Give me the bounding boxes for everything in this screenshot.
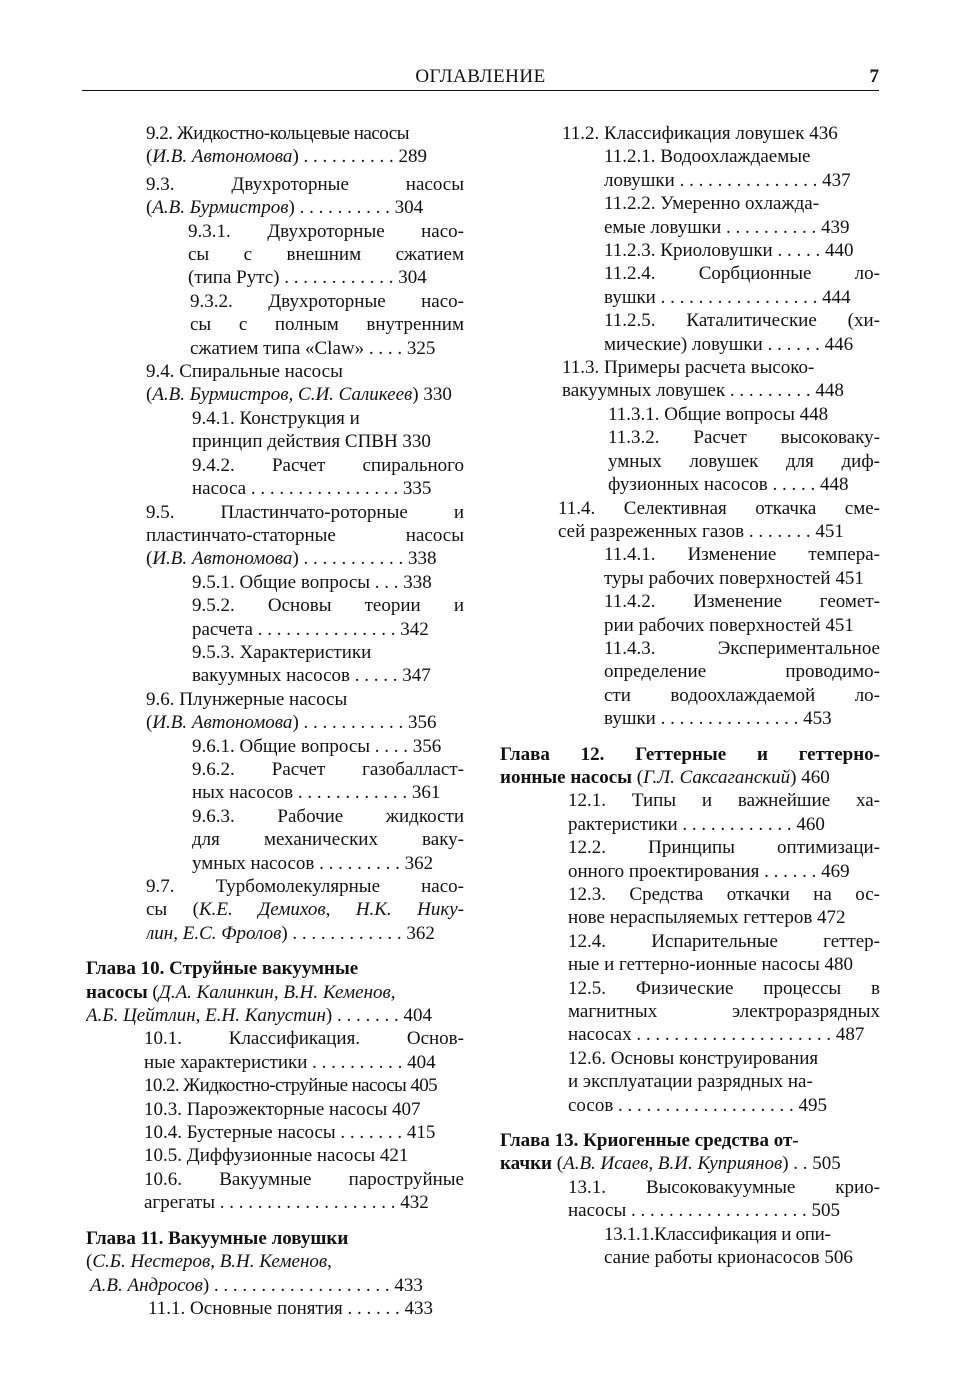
- toc-entry-9-3-1[interactable]: 9.3.1. Двухроторные насо- сы с внешним сжатием (типа Рутс) . . . . . . . . . . . . 304: [188, 220, 464, 289]
- toc-entry-9-3[interactable]: 9.3. Двухроторные насосы (А.В. Бурмистров) . . . . . . . . . . 304: [146, 173, 464, 219]
- page-number: 7: [869, 66, 879, 87]
- toc-entry-10-3[interactable]: 10.3. Пароэжекторные насосы 407: [144, 1098, 421, 1120]
- toc-entry-12-1[interactable]: 12.1. Типы и важнейшие ха- рактеристики . . . . . . . . . . . . 460: [568, 790, 880, 835]
- toc-entry-11-3-1[interactable]: 11.3.1. Общие вопросы 448: [608, 403, 829, 425]
- toc-entry-9-4-1[interactable]: 9.4.1. Конструкция и принцип действия СПВН 330: [192, 407, 431, 453]
- running-header: [82, 64, 879, 91]
- toc-entry-12-6[interactable]: 12.6. Основы конструирования и эксплуатации разрядных на- сосов . . . . . . . . . . . . . . . . . . . 495: [568, 1047, 828, 1116]
- running-header-title: ОГЛАВЛЕНИЕ: [415, 66, 546, 87]
- toc-entry-11-1[interactable]: 11.1. Основные понятия . . . . . . 433: [148, 1297, 433, 1319]
- toc-column-left: [82, 122, 464, 1320]
- toc-entry-11-3[interactable]: 11.3. Примеры расчета высоко- вакуумных ловушек . . . . . . . . . 448: [562, 357, 844, 402]
- toc-chapter-11[interactable]: Глава 11. Вакуумные ловушки (С.Б. Нестеров, В.Н. Кеменов, А.В. Андросов) . . . . . . . . . . . . . . . . . . . 433: [86, 1227, 423, 1296]
- toc-entry-9-4[interactable]: 9.4. Спиральные насосы (А.В. Бурмистров, С.И. Саликеев) 330: [146, 361, 452, 406]
- toc-entry-10-5[interactable]: 10.5. Диффузионные насосы 421: [144, 1145, 409, 1167]
- toc-entry-10-4[interactable]: 10.4. Бустерные насосы . . . . . . . 415: [144, 1122, 436, 1144]
- toc-entry-12-3[interactable]: 12.3. Средства откачки на ос- нове нераспыляемых геттеров 472: [568, 884, 880, 929]
- toc-entry-9-7[interactable]: 9.7. Турбомолекулярные насо- сы (К.Е. Демихов, Н.К. Нику- лин, Е.С. Фролов) . . . . . . . . . . . . 362: [146, 876, 464, 944]
- toc-entry-9-6-3[interactable]: 9.6.3. Рабочие жидкости для механических ваку- умных насосов . . . . . . . . . 362: [192, 805, 464, 874]
- toc-entry-9-6-1[interactable]: 9.6.1. Общие вопросы . . . . 356: [192, 735, 442, 757]
- toc-entry-11-2-2[interactable]: 11.2.2. Умеренно охлажда- емые ловушки . . . . . . . . . . 439: [604, 193, 850, 238]
- toc-entry-11-4-1[interactable]: 11.4.1. Изменение темпера- туры рабочих поверхностей 451: [604, 544, 880, 589]
- toc-chapter-12[interactable]: Глава 12. Геттерные и геттерно- ионные насосы (Г.Л. Саксаганский) 460: [500, 743, 880, 788]
- toc-entry-11-2-5[interactable]: 11.2.5. Каталитические (хи- мические) ловушки . . . . . . 446: [604, 310, 880, 355]
- toc-entry-9-3-2[interactable]: 9.3.2. Двухроторные насо- сы с полным внутренним сжатием типа «Claw» . . . . 325: [190, 290, 464, 359]
- toc-entry-11-2-1[interactable]: 11.2.1. Водоохлаждаемые ловушки . . . . . . . . . . . . . . . 437: [604, 146, 851, 191]
- toc-entry-11-4-3[interactable]: 11.4.3. Экспериментальное определение проводимо- сти водоохлаждаемой ло- вушки . . . . . . . . . . . . . . . 453: [604, 637, 880, 730]
- toc-entry-11-4[interactable]: 11.4. Селективная откачка сме- сей разреженных газов . . . . . . . 451: [558, 497, 880, 542]
- toc-entry-13-1[interactable]: 13.1. Высоковакуумные крио- насосы . . . . . . . . . . . . . . . . . . . 505: [568, 1176, 880, 1222]
- toc-entry-9-5-3[interactable]: 9.5.3. Характеристики вакуумных насосов . . . . . 347: [192, 641, 431, 687]
- toc-entry-9-6-2[interactable]: 9.6.2. Расчет газобалласт- ных насосов . . . . . . . . . . . . 361: [192, 758, 464, 804]
- toc-entry-12-5[interactable]: 12.5. Физические процессы в магнитных электроразрядных насосах . . . . . . . . . . . . . . . . . . . . . 487: [568, 977, 880, 1046]
- toc-entry-9-4-2[interactable]: 9.4.2. Расчет спирального насоса . . . . . . . . . . . . . . . . 335: [192, 454, 464, 500]
- toc-entry-12-2[interactable]: 12.2. Принципы оптимизаци- онного проектирования . . . . . . 469: [568, 837, 880, 882]
- toc-entry-10-1[interactable]: 10.1. Классификация. Основ- ные характеристики . . . . . . . . . . 404: [144, 1028, 464, 1073]
- toc-entry-9-5-1[interactable]: 9.5.1. Общие вопросы . . . 338: [192, 571, 432, 593]
- toc-entry-11-2-3[interactable]: 11.2.3. Криоловушки . . . . . 440: [604, 240, 854, 262]
- toc-entry-11-4-2[interactable]: 11.4.2. Изменение геомет- рии рабочих поверхностей 451: [604, 591, 880, 636]
- toc-chapter-13[interactable]: Глава 13. Криогенные средства от- качки (А.В. Исаев, В.И. Куприянов) . . 505: [500, 1130, 841, 1175]
- toc-chapter-10[interactable]: Глава 10. Струйные вакуумные насосы (Д.А. Калинкин, В.Н. Кеменов, А.Б. Цейтлин, Е.Н. Капустин) . . . . . . . 404: [86, 958, 432, 1027]
- toc-entry-11-2-4[interactable]: 11.2.4. Сорбционные ло- вушки . . . . . . . . . . . . . . . . . 444: [604, 263, 880, 308]
- toc-entry-9-2[interactable]: 9.2. Жидкостно-кольцевые насосы (И.В. Автономова) . . . . . . . . . . 289: [146, 123, 428, 168]
- toc-entry-9-5[interactable]: 9.5. Пластинчато-роторные и пластинчато-статорные насосы (И.В. Автономова) . . . . . . . . . . . 338: [146, 501, 464, 570]
- toc-column-right: [500, 122, 880, 1270]
- toc-entry-10-6[interactable]: 10.6. Вакуумные пароструйные агрегаты . . . . . . . . . . . . . . . . . . . 432: [144, 1168, 464, 1214]
- toc-entry-10-2[interactable]: 10.2. Жидкостно-струйные насосы 405: [144, 1075, 438, 1097]
- toc-entry-13-1-1[interactable]: 13.1.1.Классификация и опи- сание работы крионасосов 506: [604, 1223, 853, 1269]
- toc-entry-9-6[interactable]: 9.6. Плунжерные насосы (И.В. Автономова) . . . . . . . . . . . 356: [146, 688, 437, 734]
- toc-entry-9-5-2[interactable]: 9.5.2. Основы теории и расчета . . . . . . . . . . . . . . . 342: [192, 595, 464, 640]
- toc-entry-12-4[interactable]: 12.4. Испарительные геттер- ные и геттерно-ионные насосы 480: [568, 930, 880, 976]
- toc-entry-11-3-2[interactable]: 11.3.2. Расчет высоковаку- умных ловушек для диф- фузионных насосов . . . . . 448: [608, 427, 880, 496]
- toc-entry-11-2[interactable]: 11.2. Классификация ловушек 436: [562, 123, 838, 144]
